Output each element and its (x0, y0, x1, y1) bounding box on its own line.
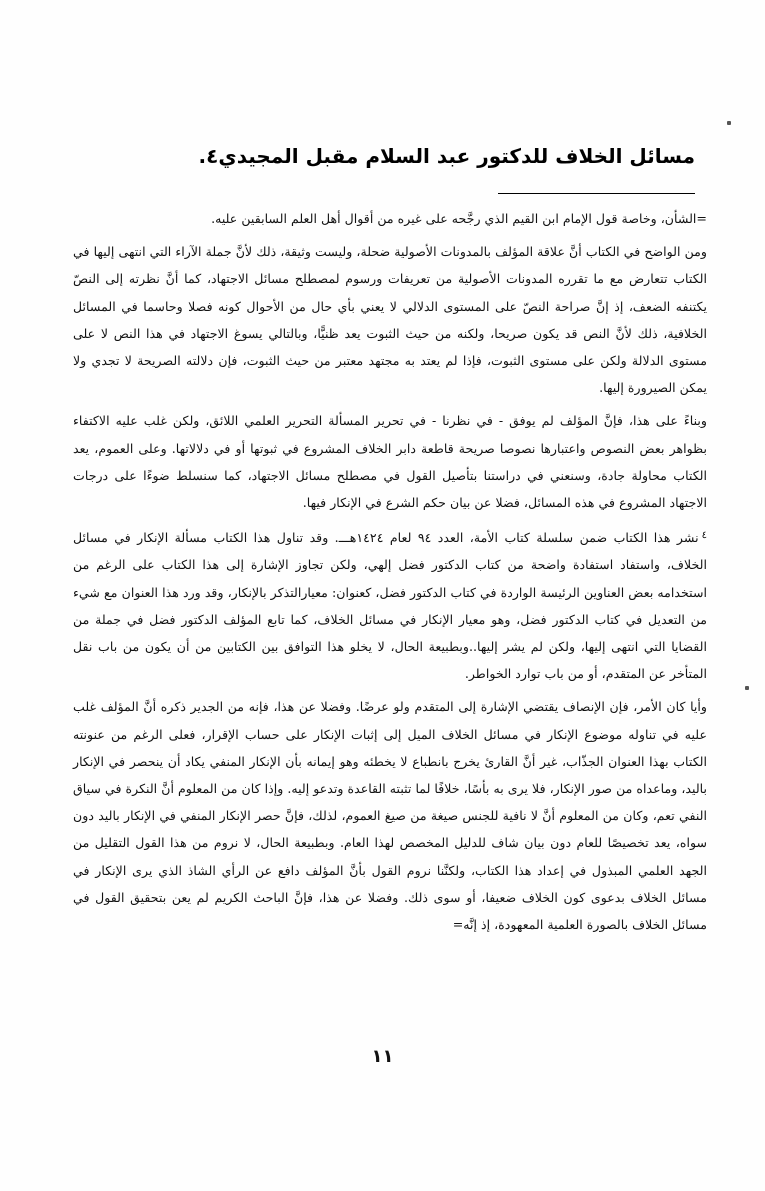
footnote-marker: ٤ (701, 530, 707, 542)
page-number: ١١ (371, 1046, 394, 1067)
footnote-paragraph (73, 238, 707, 401)
footnote-paragraph (73, 693, 707, 938)
footnote-paragraph (73, 522, 707, 687)
section-heading: مسائل الخلاف للدكتور عبد السلام مقبل المجيدي٤. (198, 144, 695, 168)
footnote-text: نشر هذا الكتاب ضمن سلسلة كتاب الأمة، العدد ٩٤ لعام ١٤٢٤هـــ. وقد تناول هذا الكتاب مسألة الإنكار في مسائل الخلاف، واستفاد استفادة واضحة من كتاب الدكتور فضل إلهي، ولكن تجاوز الإشارة إلى هذا الكتاب على الرغم من استخدامه بعض العناوين الرئيسة الواردة في كتاب الدكتور فضل، كعنوان: معيارالتذكر بالإنكار، وقد ورد هذا العنوان مع شيء من التعديل في كتاب الدكتور فضل، وهو معيار الإنكار في مسائل الخلاف، كما تابع المؤلف الدكتور فضل في جملة من القضايا التي انتهى إليها، ولكن لم يشر إليها..وبطبيعة الحال، لا يخلو هذا التوافق بين الكتابين من أن يكون من باب نقل المتأخر عن المتقدم، أو من باب توارد الخواطر. (73, 530, 707, 682)
scan-speck (745, 686, 749, 690)
scan-speck (727, 121, 731, 125)
footnote-text: ومن الواضح في الكتاب أنَّ علاقة المؤلف بالمدونات الأصولية ضحلة، وليست وثيقة، ذلك لأنَّ جملة الآراء التي انتهى إليها في الكتاب تتعارض مع ما تقرره المدونات الأصولية من تعريفات ورسوم لمصطلح مسائل الاجتهاد، كما أنَّ نظرته إلى النصّ يكتنفه الضعف، إذ إنَّ صراحة النصّ على المستوى الدلالي لا يعني بأي حال من الأحوال كونه فصلا وحاسما في المسائل الخلافية، ذلك لأنَّ النص قد يكون صريحا، ولكنه من حيث الثبوت يعد ظنيًّا، وبالتالي يسوغ الاجتهاد في هذا النص لا على مستوى الدلالة ولكن على مستوى الثبوت، فإذا لم يعتد به مجتهد معتبر من حيث الثبوت، فإن دلالته الصريحة لا تجدي ولا يمكن الصيرورة إليها. (73, 244, 707, 396)
footnote-paragraph (73, 205, 707, 232)
footnote-separator (498, 193, 695, 194)
footnote-paragraph (73, 407, 707, 516)
footnote-text: وأيا كان الأمر، فإن الإنصاف يقتضي الإشارة إلى المتقدم ولو عرضًا. وفضلا عن هذا، فإنه من الجدير ذكره أنَّ المؤلف غلب عليه في تناوله موضوع الإنكار في مسائل الخلاف الميل إلى إثبات الإنكار على حساب الإقرار، فعلى الرغم من عنونته الكتاب بهذا العنوان الجذّاب، غير أنَّ القارئ يخرج بانطباع لا يخطئه وهو إيمانه بأن الإنكار المنفي يكاد أن ينحصر في الإنكار باليد، وماعداه من صور الإنكار، فلا يرى به بأسًا، خلافًا لما تثبته القاعدة وتدعو إليه. وإذا كان من المعلوم أنَّ النكرة في سياق النفي تعم، وكان من المعلوم أنَّ لا نافية للجنس صيغة من صيغ العموم، لذلك، فإنَّ حصر الإنكار المنفي في الإنكار باليد دون سواه، يعد تخصيصًا للعام دون بيان شاف للدليل المخصص لهذا العام. وبطبيعة الحال، لا نروم من هذا القول التقليل من الجهد العلمي المبذول في إعداد هذا الكتاب، ولكنَّنا نروم القول بأنَّ المؤلف دافع عن الرأي الشاذ الذي يرى الإنكار في مسائل الخلاف بدعوى كون الخلاف ضعيفا، أو سوى ذلك. وفضلا عن هذا، فإنَّ الباحث الكريم لم يعن بتحقيق القول في مسائل الخلاف بالصورة العلمية المعهودة، إذ إنَّه= (73, 699, 707, 933)
footnote-text: =الشأن، وخاصة قول الإمام ابن القيم الذي رجَّحه على غيره من أقوال أهل العلم السابقين عليه. (211, 211, 707, 226)
footnote-text: وبناءً على هذا، فإنَّ المؤلف لم يوفق - في نظرنا - في تحرير المسألة التحرير العلمي اللائق، ولكن غلب عليه الاكتفاء بظواهر بعض النصوص واعتبارها نصوصا صريحة قاطعة دابر الخلاف المشروع في ثبوتها أو في دلالاتها. وعلى العموم، يعد الكتاب محاولة جادة، وسنعني في دراستنا بتأصيل القول في مصطلح مسائل الاجتهاد، كما سنسلط ضوءًا على درجات الاجتهاد المشروع في هذه المسائل، فضلا عن بيان حكم الشرع في الإنكار فيها. (73, 413, 707, 511)
footnotes (73, 205, 707, 944)
